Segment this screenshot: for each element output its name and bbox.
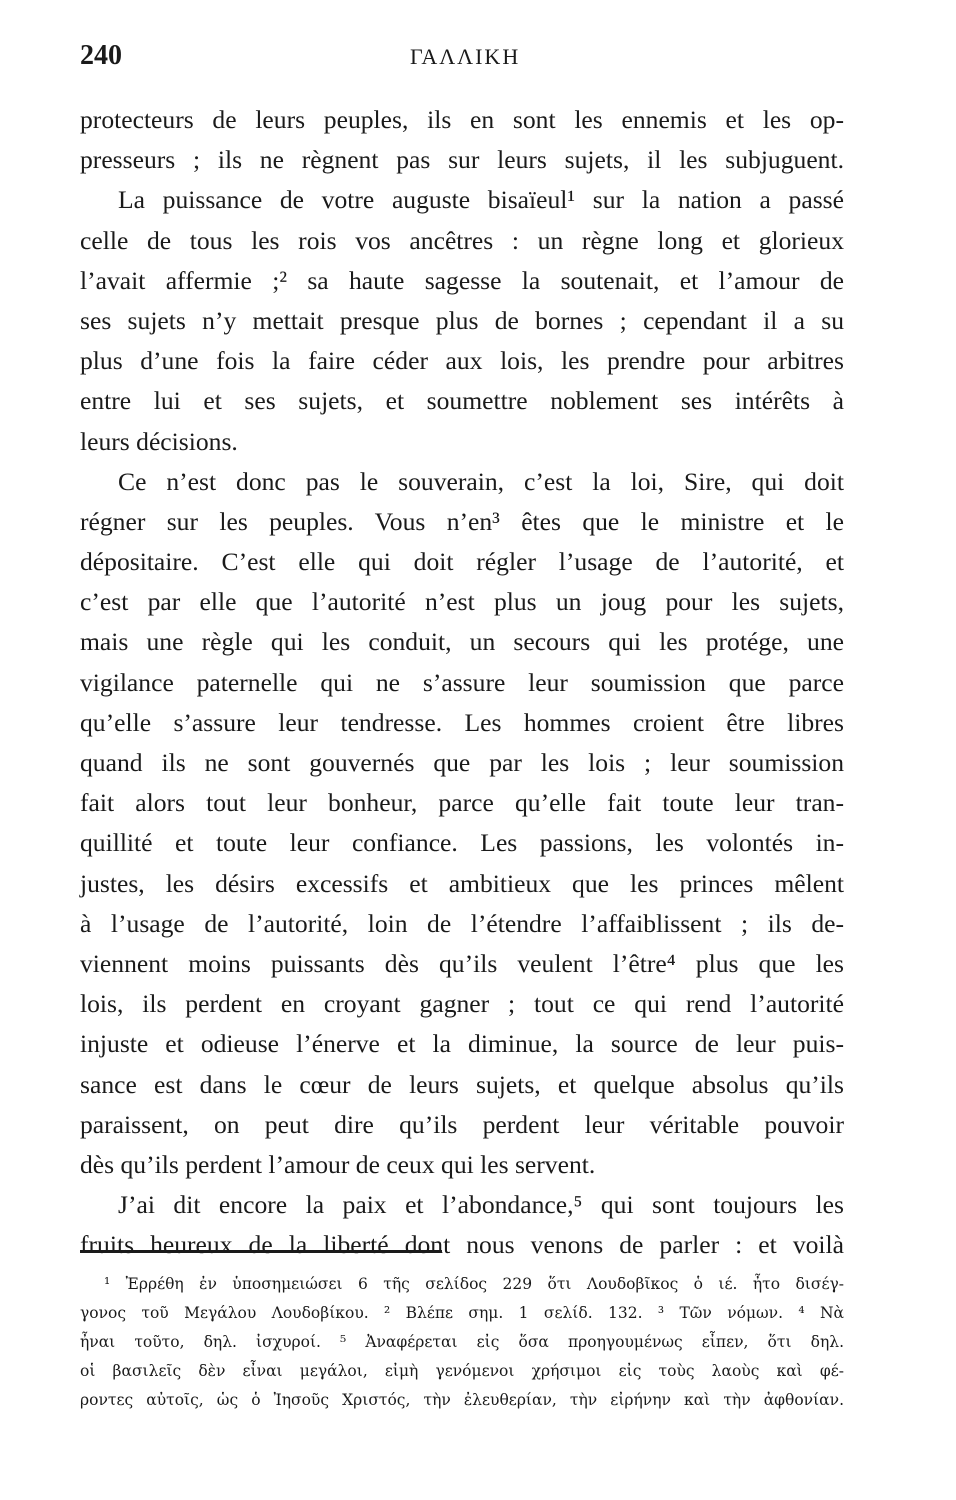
text-line: quand ils ne sont gouvernés que par les lois ; leur soumission	[80, 748, 844, 777]
footnote-line: γονος τοῦ Μεγάλου Λουδοβίκου. ² Βλέπε σημ. 1 σελίδ. 132. ³ Τῶν νόμων. ⁴ Νὰ	[80, 1304, 844, 1322]
footnote-line: οἱ βασιλεῖς δὲν εἶναι μεγάλοι, εἰμὴ γενόμενοι χρήσιμοι εἰς τοὺς λαοὺς καὶ φέ-	[80, 1362, 844, 1380]
text-line: paraissent, on peut dire qu’ils perdent leur véritable pouvoir	[80, 1109, 844, 1139]
footnote-rule	[80, 1250, 442, 1253]
text-line: J’ai dit encore la paix et l’abondance,⁵ qui sont toujours les	[118, 1190, 844, 1220]
text-line: protecteurs de leurs peuples, ils en sont les ennemis et les op-	[80, 105, 844, 134]
text-line: La puissance de votre auguste bisaïeul¹ sur la nation a passé	[118, 185, 844, 215]
page-header	[80, 40, 860, 80]
text-line: régner sur les peuples. Vous n’en³ êtes que le ministre et le	[80, 506, 844, 536]
text-line: lois, ils perdent en croyant gagner ; tout ce qui rend l’autorité	[80, 989, 844, 1019]
text-line: entre lui et ses sujets, et soumettre noblement ses intérêts à	[80, 386, 844, 416]
footnote-line: ροντες αὐτοῖς, ὡς ὁ Ἰησοῦς Χριστός, τὴν ἐλευθερίαν, τὴν εἰρήνην καὶ τὴν ἀφθονίαν.	[80, 1391, 844, 1409]
page-number: 240	[80, 40, 122, 71]
text-line: plus d’une fois la faire céder aux lois, les prendre pour arbitres	[80, 346, 844, 376]
text-line: presseurs ; ils ne règnent pas sur leurs sujets, il les subjuguent.	[80, 145, 844, 175]
text-line: dépositaire. C’est elle qui doit régler l’usage de l’autorité, et	[80, 547, 844, 577]
text-line: dès qu’ils perdent l’amour de ceux qui les servent.	[80, 1149, 596, 1179]
text-line: leurs décisions.	[80, 426, 238, 456]
text-line: c’est par elle que l’autorité n’est plus un joug pour les sujets,	[80, 587, 844, 617]
text-line: Ce n’est donc pas le souverain, c’est la loi, Sire, qui doit	[118, 466, 844, 496]
text-line: ses sujets n’y mettait presque plus de bornes ; cependant il a su	[80, 305, 844, 335]
footnote-line: ἦναι τοῦτο, δηλ. ἰσχυροί. ⁵ Ἀναφέρεται εἰς ὅσα προηγουμένως εἶπεν, ὅτι δηλ.	[80, 1333, 844, 1351]
text-line: sance est dans le cœur de leurs sujets, et quelque absolus qu’ils	[80, 1069, 844, 1099]
text-line: qu’elle s’assure leur tendresse. Les hommes croient être libres	[80, 707, 844, 737]
text-line: à l’usage de l’autorité, loin de l’étendre l’affaiblissent ; ils de-	[80, 908, 844, 938]
text-line: justes, les désirs excessifs et ambitieux que les princes mêlent	[80, 868, 844, 898]
text-line: fruits heureux de la liberté dont nous venons de parler : et voilà	[80, 1230, 844, 1260]
text-line: celle de tous les rois vos ancêtres : un règne long et glorieux	[80, 225, 844, 255]
running-head: ΓΑΛΛΙΚΗ	[410, 44, 521, 69]
body-text	[80, 100, 844, 1265]
text-line: mais une règle qui les conduit, un secours qui les protége, une	[80, 627, 844, 657]
text-line: viennent moins puissants dès qu’ils veulent l’être⁴ plus que les	[80, 948, 844, 978]
text-line: fait alors tout leur bonheur, parce qu’elle fait toute leur tran-	[80, 788, 844, 818]
text-line: l’avait affermie ;² sa haute sagesse la soutenait, et l’amour de	[80, 265, 844, 295]
text-line: injuste et odieuse l’énerve et la diminue, la source de leur puis-	[80, 1029, 844, 1059]
footnotes	[80, 1270, 844, 1415]
text-line: vigilance paternelle qui ne s’assure leur soumission que parce	[80, 667, 844, 697]
footnote-line: ¹ Ἐρρέθη ἐν ὑποσημειώσει 6 τῆς σελίδος 229 ὅτι Λουδοβῖκος ὁ ιέ. ἦτο δισέγ-	[104, 1275, 844, 1293]
text-line: quillité et toute leur confiance. Les passions, les volontés in-	[80, 828, 844, 858]
